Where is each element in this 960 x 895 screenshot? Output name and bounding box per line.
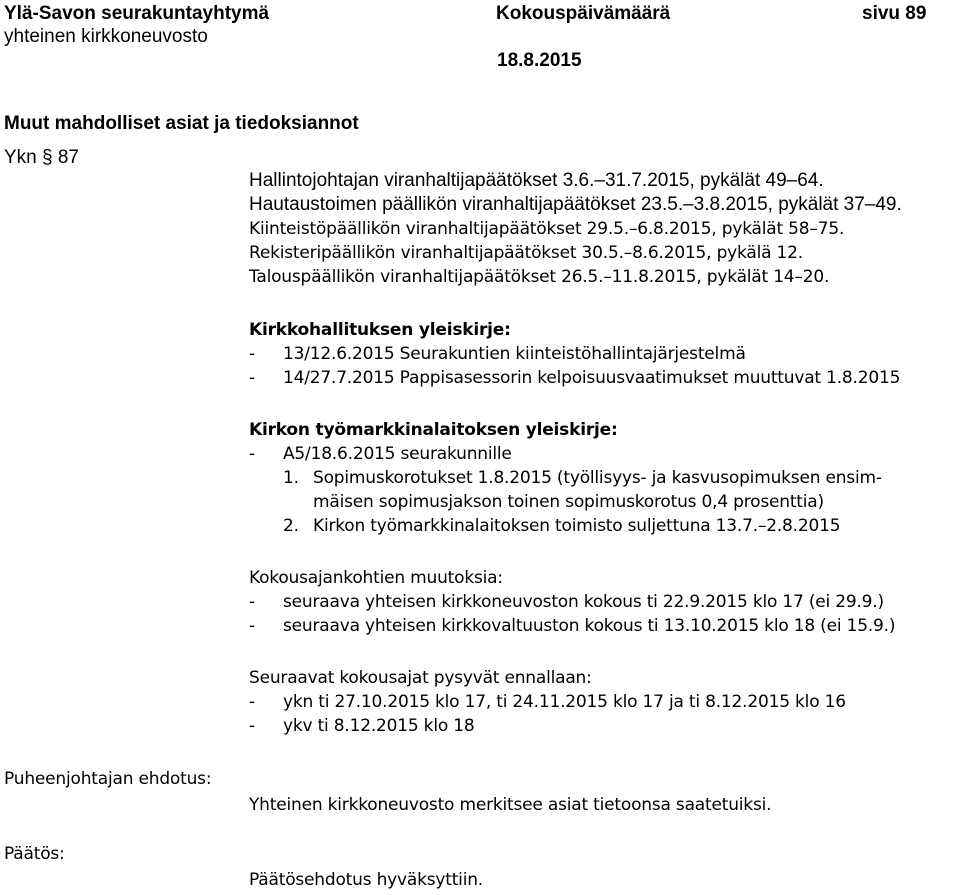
decision-line: Kiinteistöpäällikön viranhaltijapäätökset 29.5.–6.8.2015, pykälät 58–75.	[249, 219, 845, 239]
governing-body: yhteinen kirkkoneuvosto	[4, 26, 208, 47]
meeting-date-label: Kokouspäivämäärä	[496, 3, 671, 24]
list-dash: -	[249, 616, 255, 636]
proposal-label: Puheenjohtajan ehdotus:	[4, 769, 212, 789]
list-item: 13/12.6.2015 Seurakuntien kiinteistöhallintajärjestelmä	[283, 344, 746, 364]
list-dash: -	[249, 344, 255, 364]
sub-item-number: 1.	[283, 468, 299, 488]
list-item: seuraava yhteisen kirkkovaltuuston kokous ti 13.10.2015 klo 18 (ei 15.9.)	[283, 616, 896, 636]
sub-item-number: 2.	[283, 516, 299, 536]
decision-text: Päätösehdotus hyväksyttiin.	[249, 870, 484, 890]
paragraph-number: Ykn § 87	[4, 147, 79, 168]
decision-label: Päätös:	[4, 844, 65, 864]
list-dash: -	[249, 692, 255, 712]
list-item: ykn ti 27.10.2015 klo 17, ti 24.11.2015 klo 17 ja ti 8.12.2015 klo 16	[283, 692, 846, 712]
schedule-unchanged-heading: Seuraavat kokousajat pysyvät ennallaan:	[249, 668, 592, 688]
list-item: seuraava yhteisen kirkkoneuvoston kokous ti 22.9.2015 klo 17 (ei 29.9.)	[283, 592, 884, 612]
list-item: A5/18.6.2015 seurakunnille	[283, 444, 512, 464]
sub-item-text: Sopimuskorotukset 1.8.2015 (työllisyys- ja kasvusopimuksen ensim-	[313, 468, 882, 488]
list-item: 14/27.7.2015 Pappisasessorin kelpoisuusvaatimukset muuttuvat 1.8.2015	[283, 368, 901, 388]
proposal-text: Yhteinen kirkkoneuvosto merkitsee asiat tietoonsa saatetuiksi.	[249, 795, 772, 815]
meeting-date: 18.8.2015	[497, 50, 582, 71]
list-dash: -	[249, 716, 255, 736]
decision-line: Hautaustoimen päällikön viranhaltijapäätökset 23.5.–3.8.2015, pykälät 37–49.	[249, 194, 902, 215]
section-title: Muut mahdolliset asiat ja tiedoksiannot	[4, 113, 359, 134]
sub-item-text: Kirkon työmarkkinalaitoksen toimisto suljettuna 13.7.–2.8.2015	[313, 516, 841, 536]
labour-market-heading: Kirkon työmarkkinalaitoksen yleiskirje:	[249, 420, 618, 440]
sub-item-text: mäisen sopimusjakson toinen sopimuskorotus 0,4 prosenttia)	[313, 492, 824, 512]
decision-line: Rekisteripäällikön viranhaltijapäätökset 30.5.–8.6.2015, pykälä 12.	[249, 243, 803, 263]
decision-line: Talouspäällikön viranhaltijapäätökset 26.5.–11.8.2015, pykälät 14–20.	[249, 267, 830, 287]
list-item: ykv ti 8.12.2015 klo 18	[283, 716, 475, 736]
schedule-changes-heading: Kokousajankohtien muutoksia:	[249, 568, 503, 588]
list-dash: -	[249, 592, 255, 612]
church-board-heading: Kirkkohallituksen yleiskirje:	[249, 320, 511, 340]
decision-line: Hallintojohtajan viranhaltijapäätökset 3.6.–31.7.2015, pykälät 49–64.	[249, 170, 824, 191]
organization-name: Ylä-Savon seurakuntayhtymä	[4, 3, 270, 24]
list-dash: -	[249, 368, 255, 388]
page-number: sivu 89	[862, 3, 927, 24]
list-dash: -	[249, 444, 255, 464]
